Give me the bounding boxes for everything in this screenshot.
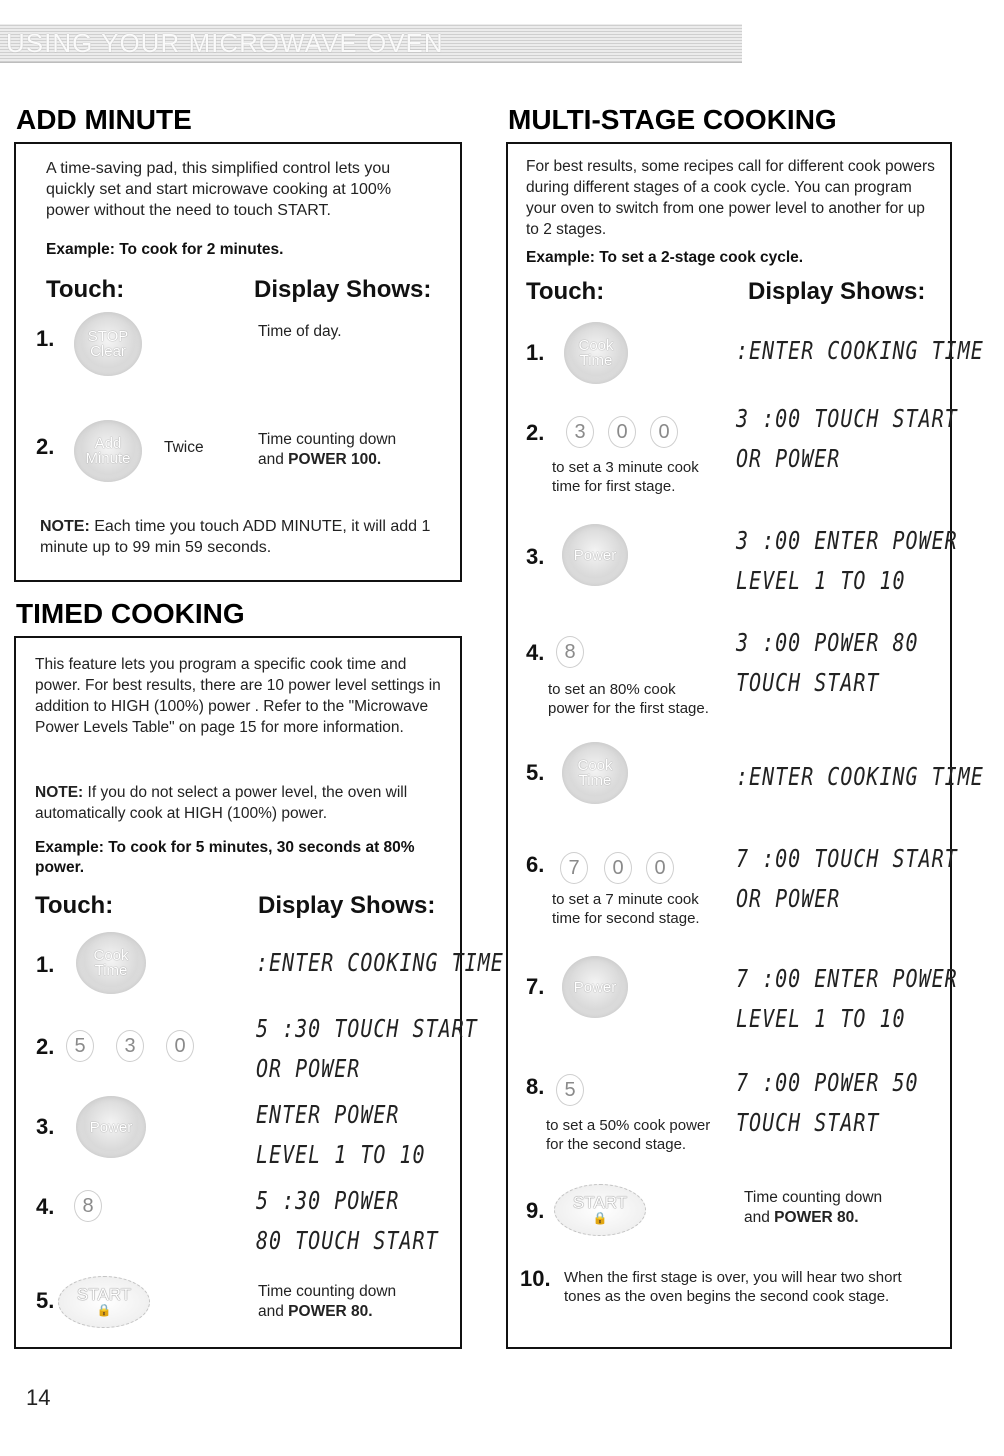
timed-step-2-number: 2. — [36, 1034, 55, 1059]
multi-step-9-number: 9. — [526, 1198, 545, 1223]
multi-step-3-lcd: 3 :00 ENTER POWER LEVEL 1 TO 10 — [736, 525, 958, 595]
multi-stage-title: MULTI-STAGE COOKING — [508, 104, 837, 135]
multi-stage-display-header: Display Shows: — [748, 278, 926, 305]
multi-stage-example: Example: To set a 2-stage cook cycle. — [526, 249, 804, 266]
note-text: If you do not select a power level, the oven will automatically cook at HIGH (100%) power. — [35, 784, 408, 822]
multi-step-2-lcd: 3 :00 TOUCH START OR POWER — [736, 403, 958, 473]
multi-step-1-lcd: :ENTER COOKING TIME — [736, 335, 984, 365]
pad-label: Clear — [90, 343, 126, 360]
multi-step-9-display-line-1: Time counting down — [744, 1189, 883, 1206]
number-key-8[interactable]: 8 — [74, 1190, 102, 1222]
timed-step-1-number: 1. — [36, 952, 55, 977]
number-key-0[interactable]: 0 — [608, 416, 636, 448]
timed-step-2-lcd: 5 :30 TOUCH START OR POWER — [256, 1013, 478, 1083]
multi-step-6-caption: to set a 7 minute cook time for second stage. — [552, 891, 700, 927]
add-minute-touch-header: Touch: — [46, 276, 125, 303]
timed-step-5-display-line-2 — [258, 1302, 373, 1322]
lock-icon: 🔒 — [96, 1303, 112, 1317]
multi-step-8-lcd: 7 :00 POWER 50 TOUCH START — [736, 1067, 919, 1137]
timed-step-4-number: 4. — [36, 1194, 55, 1219]
power-pad[interactable] — [562, 524, 628, 586]
add-minute-title: ADD MINUTE — [16, 104, 192, 135]
multi-step-7-lcd: 7 :00 ENTER POWER LEVEL 1 TO 10 — [736, 963, 958, 1033]
multi-step-5-number: 5. — [526, 760, 545, 785]
multi-step-7-number: 7. — [526, 974, 545, 999]
number-key-0[interactable]: 0 — [604, 852, 632, 884]
multi-step-8-caption: to set a 50% cook power for the second stage. — [546, 1117, 711, 1153]
power-pad[interactable] — [562, 956, 628, 1018]
add-minute-twice-note: Twice — [164, 439, 204, 456]
number-key-3[interactable]: 3 — [566, 416, 594, 448]
multi-step-8-number: 8. — [526, 1074, 545, 1099]
number-key-0[interactable]: 0 — [646, 852, 674, 884]
multi-stage-intro: For best results, some recipes call for different cook powers during different stages of a cook cycle. You can program your oven to switch from one power level to another for up to 2 stages. — [526, 158, 935, 238]
multi-stage-box — [506, 142, 952, 1349]
pad-label: Power — [573, 546, 617, 564]
timed-cooking-touch-header: Touch: — [35, 892, 114, 919]
pad-label: Power — [89, 1118, 133, 1136]
timed-step-3-lcd: ENTER POWER LEVEL 1 TO 10 — [256, 1099, 426, 1169]
pad-label: Time — [94, 962, 128, 979]
header-band — [0, 24, 742, 63]
multi-step-2-caption: to set a 3 minute cook time for first stage. — [552, 459, 699, 495]
multi-step-4-number: 4. — [526, 640, 545, 665]
header-title: USING YOUR MICROWAVE OVEN — [6, 28, 444, 58]
pad-label: Add — [94, 435, 122, 452]
add-minute-step-1-number: 1. — [36, 326, 55, 351]
cook-time-pad[interactable] — [564, 322, 628, 384]
start-label: START — [76, 1285, 132, 1304]
multi-step-6-lcd: 7 :00 TOUCH START OR POWER — [736, 843, 958, 913]
note-text: Each time you touch ADD MINUTE, it will add 1 minute up to 99 min 59 seconds. — [40, 518, 431, 556]
number-key-5[interactable]: 5 — [66, 1030, 94, 1062]
multi-step-2-number: 2. — [526, 420, 545, 445]
start-button[interactable] — [58, 1276, 150, 1328]
timed-cooking-intro: This feature lets you program a specific cook time and power. For best results, there are 10 power level settings in addition to HIGH (100%) power . Refer to the "Microwave Power Levels Table" on page 15 for more information. — [35, 656, 441, 736]
page-number: 14 — [26, 1385, 51, 1410]
add-minute-display-header: Display Shows: — [254, 276, 432, 303]
display-power: POWER 80. — [774, 1209, 859, 1226]
timed-step-1-lcd: :ENTER COOKING TIME — [256, 947, 504, 977]
number-key-7[interactable]: 7 — [560, 852, 588, 884]
add-minute-pad[interactable] — [74, 420, 142, 482]
multi-step-9-display-line-2 — [744, 1208, 859, 1228]
add-minute-note — [40, 516, 450, 558]
stop-clear-pad[interactable] — [74, 312, 142, 376]
pad-label: Cook — [578, 337, 614, 354]
timed-step-3-number: 3. — [36, 1114, 55, 1139]
pad-label: Time — [578, 772, 612, 789]
add-minute-step-1-display: Time of day. — [258, 323, 342, 340]
timed-step-5-number: 5. — [36, 1288, 55, 1313]
number-key-3[interactable]: 3 — [116, 1030, 144, 1062]
display-text: and — [258, 1303, 289, 1320]
add-minute-step-2-number: 2. — [36, 434, 55, 459]
start-label: START — [572, 1193, 628, 1212]
number-key-8[interactable]: 8 — [556, 636, 584, 668]
add-minute-step-2-display-line-1: Time counting down — [258, 431, 397, 448]
start-button[interactable] — [554, 1184, 646, 1236]
add-minute-example: Example: To cook for 2 minutes. — [46, 241, 284, 258]
number-key-5[interactable]: 5 — [556, 1074, 584, 1106]
timed-cooking-title: TIMED COOKING — [16, 598, 245, 629]
timed-cooking-note — [35, 782, 447, 824]
multi-step-4-lcd: 3 :00 POWER 80 TOUCH START — [736, 627, 919, 697]
timed-cooking-display-header: Display Shows: — [258, 892, 436, 919]
multi-step-10-number: 10. — [520, 1266, 551, 1291]
display-text: and — [258, 451, 289, 468]
lock-icon: 🔒 — [592, 1211, 608, 1225]
timed-step-4-lcd: 5 :30 POWER 80 TOUCH START — [256, 1185, 439, 1255]
multi-step-1-number: 1. — [526, 340, 545, 365]
pad-label: Cook — [577, 757, 613, 774]
multi-step-10-text: When the first stage is over, you will hear two short tones as the oven begins the second cook stage. — [564, 1269, 902, 1305]
add-minute-step-2-display-line-2 — [258, 450, 381, 470]
cook-time-pad[interactable] — [76, 932, 146, 994]
multi-step-6-number: 6. — [526, 852, 545, 877]
pad-label: Cook — [93, 947, 129, 964]
display-text: and — [744, 1209, 775, 1226]
timed-step-5-display-line-1: Time counting down — [258, 1283, 397, 1300]
number-key-0[interactable]: 0 — [166, 1030, 194, 1062]
pad-label: Time — [579, 352, 613, 369]
multi-stage-touch-header: Touch: — [526, 278, 605, 305]
pad-label: Minute — [85, 450, 131, 467]
number-key-0[interactable]: 0 — [650, 416, 678, 448]
multi-step-5-lcd: :ENTER COOKING TIME — [736, 761, 984, 791]
note-label: NOTE: — [35, 784, 84, 801]
add-minute-intro: A time-saving pad, this simplified control lets you quickly set and start microwave cooking at 100% power without the need to touch START. — [46, 160, 392, 219]
multi-step-4-caption: to set an 80% cook power for the first stage. — [548, 681, 709, 717]
cook-time-pad[interactable] — [562, 742, 628, 804]
multi-step-3-number: 3. — [526, 544, 545, 569]
display-power: POWER 80. — [288, 1303, 373, 1320]
timed-cooking-example: Example: To cook for 5 minutes, 30 seconds at 80% power. — [35, 839, 415, 876]
power-pad[interactable] — [76, 1096, 146, 1158]
pad-label: Power — [573, 978, 617, 996]
pad-label: STOP — [87, 328, 129, 345]
note-label: NOTE: — [40, 518, 90, 535]
display-power: POWER 100. — [288, 451, 382, 468]
